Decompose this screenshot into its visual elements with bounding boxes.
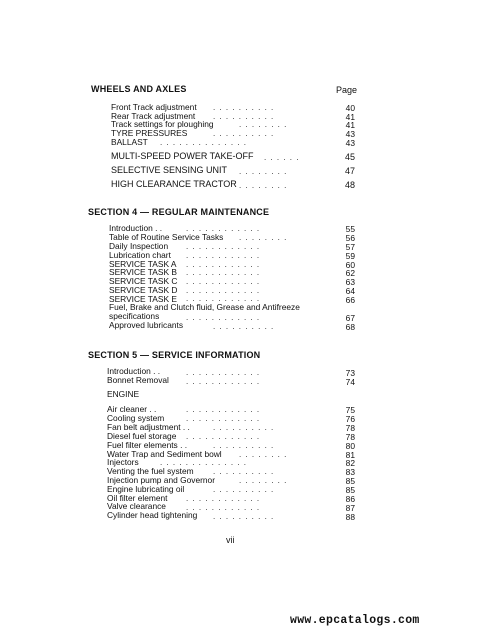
- toc-entry-title: Diesel fuel storage: [107, 431, 177, 441]
- watermark-url: www.epcatalogs.com: [290, 614, 420, 627]
- toc-entry-page: 73: [345, 368, 355, 378]
- toc-entry-page: 83: [345, 467, 355, 477]
- toc-entry-page: 81: [345, 450, 355, 460]
- toc-entry-page: 63: [345, 277, 355, 287]
- toc-leader-dots: . . . . . . . . . . . . . .: [160, 138, 248, 147]
- toc-entry-title: HIGH CLEARANCE TRACTOR: [111, 179, 237, 189]
- toc-entry-page: 41: [345, 120, 355, 130]
- toc-entry-page: 66: [345, 295, 355, 305]
- toc-leader-dots: . . . . . . . . . . . .: [186, 242, 261, 251]
- toc-leader-dots: . . . . . . . . . . . .: [186, 294, 261, 303]
- toc-entry-page: 47: [344, 166, 355, 176]
- toc-entry-page: 45: [344, 152, 355, 162]
- toc-entry-title: Rear Track adjustment: [111, 111, 196, 121]
- toc-leader-dots: . . . . . . . .: [239, 450, 288, 459]
- toc-entry-title: Track settings for ploughing: [111, 119, 214, 129]
- toc-entry-title: Fuel filter elements . .: [107, 440, 188, 450]
- toc-leader-dots: . . . . . . . .: [239, 181, 288, 190]
- section-heading-service-information: SECTION 5 — SERVICE INFORMATION: [88, 350, 261, 360]
- toc-entry-title: Valve clearance: [107, 501, 166, 511]
- section-heading-wheels-axles: WHEELS AND AXLES: [91, 84, 187, 94]
- toc-leader-dots: . . . . . . . . . . . .: [186, 494, 261, 503]
- toc-entry-page: 85: [345, 485, 355, 495]
- toc-entry-page: 60: [345, 260, 355, 270]
- toc-leader-dots: . . . . . . . . . . . .: [186, 377, 261, 386]
- toc-entry-title: Front Track adjustment: [111, 102, 197, 112]
- toc-entry-page: 64: [345, 286, 355, 296]
- toc-leader-dots: . . . . . . . . . .: [213, 512, 275, 521]
- toc-entry-title: SERVICE TASK E: [109, 294, 177, 304]
- toc-entry-page: 76: [345, 414, 355, 424]
- toc-entry-page: 43: [345, 129, 355, 139]
- toc-leader-dots: . . . . . . . . . .: [213, 103, 275, 112]
- toc-leader-dots: . . . . . . . . . .: [213, 112, 275, 121]
- toc-entry-page: 78: [345, 423, 355, 433]
- toc-leader-dots: . . . . . . . . . . . .: [186, 368, 261, 377]
- toc-entry-title: Injection pump and Governor: [107, 475, 216, 485]
- toc-leader-dots: . . . . . . . . . . . .: [186, 414, 261, 423]
- toc-entry-title: Introduction . .: [107, 366, 161, 376]
- section-heading-regular-maintenance: SECTION 4 — REGULAR MAINTENANCE: [88, 207, 270, 217]
- toc-entry-page: 62: [345, 268, 355, 278]
- toc-entry-title: Air cleaner . .: [107, 404, 157, 414]
- toc-entry-page: 67: [345, 313, 355, 323]
- page-column-label: Page: [336, 85, 358, 95]
- toc-entry-title: Fuel, Brake and Clutch fluid, Grease and Antifreeze: [109, 302, 300, 312]
- toc-entry-page: 40: [345, 103, 355, 113]
- toc-entry-title: specifications: [109, 311, 160, 321]
- toc-leader-dots: . . . . . . . .: [239, 167, 288, 176]
- toc-leader-dots: . . . . . . . . . .: [213, 423, 275, 432]
- toc-entry-title: Introduction . .: [109, 223, 163, 233]
- toc-leader-dots: . . . . . . . . . . . .: [186, 286, 261, 295]
- toc-entry-page: 57: [345, 242, 355, 252]
- toc-entry-title: SELECTIVE SENSING UNIT: [111, 165, 228, 175]
- toc-leader-dots: . . . . . . . . . .: [213, 441, 275, 450]
- toc-entry-page: 80: [345, 441, 355, 451]
- toc-entry-page: 68: [345, 322, 355, 332]
- toc-entry-page: 85: [345, 476, 355, 486]
- toc-entry-page: 88: [345, 512, 355, 522]
- toc-leader-dots: . . . . . . . . . . . .: [186, 313, 261, 322]
- toc-leader-dots: . . . . . . . .: [239, 476, 288, 485]
- toc-entry-title: TYRE PRESSURES: [111, 128, 188, 138]
- toc-leader-dots: . . . . . . . . . . . .: [186, 268, 261, 277]
- toc-entry-page: 56: [345, 233, 355, 243]
- toc-entry-page: 82: [345, 458, 355, 468]
- toc-leader-dots: . . . . . . . . . . . .: [186, 503, 261, 512]
- toc-entry-title: Fan belt adjustment . .: [107, 422, 190, 432]
- toc-leader-dots: . . . . . . . . . .: [213, 485, 275, 494]
- toc-entry-title: Oil filter element: [107, 493, 168, 503]
- toc-leader-dots: . . . . . .: [264, 153, 300, 162]
- toc-leader-dots: . . . . . . . . . . . .: [186, 260, 261, 269]
- toc-entry-title: SERVICE TASK B: [109, 267, 177, 277]
- toc-entry-title: Daily Inspection: [109, 241, 169, 251]
- toc-leader-dots: . . . . . . . . . . . .: [186, 251, 261, 260]
- toc-entry-title: SERVICE TASK D: [109, 285, 178, 295]
- toc-entry-page: 86: [345, 494, 355, 504]
- toc-entry-page: 55: [345, 224, 355, 234]
- toc-leader-dots: . . . . . . . . . .: [213, 467, 275, 476]
- toc-entry-title: Injectors: [107, 457, 139, 467]
- toc-leader-dots: . . . . . . . .: [239, 120, 288, 129]
- toc-entry-title: Cooling system: [107, 413, 165, 423]
- toc-entry-title: Approved lubricants: [109, 320, 184, 330]
- toc-entry-page: 48: [344, 180, 355, 190]
- toc-entry-page: 59: [345, 251, 355, 261]
- toc-entry-title: MULTI-SPEED POWER TAKE-OFF: [111, 151, 254, 161]
- toc-entry-title: BALLAST: [111, 137, 148, 147]
- footer-page-number: vii: [226, 535, 235, 545]
- toc-entry-title: SERVICE TASK C: [109, 276, 178, 286]
- toc-leader-dots: . . . . . . . . . . . .: [186, 405, 261, 414]
- toc-entry-title: SERVICE TASK A: [109, 259, 177, 269]
- toc-leader-dots: . . . . . . . . . . . . . .: [160, 458, 248, 467]
- subsection-heading-engine: ENGINE: [107, 389, 140, 399]
- toc-leader-dots: . . . . . . . . . . . .: [186, 432, 261, 441]
- toc-entry-page: 78: [345, 432, 355, 442]
- toc-entry-page: 41: [345, 112, 355, 122]
- toc-leader-dots: . . . . . . . . . .: [213, 322, 275, 331]
- toc-leader-dots: . . . . . . . .: [239, 233, 288, 242]
- toc-entry-title: Water Trap and Sediment bowl: [107, 449, 222, 459]
- toc-entry-title: Table of Routine Service Tasks: [109, 232, 224, 242]
- toc-entry-page: 87: [345, 503, 355, 513]
- toc-entry-title: Bonnet Removal: [107, 375, 169, 385]
- toc-leader-dots: . . . . . . . . . . . .: [186, 224, 261, 233]
- toc-entry-title: Venting the fuel system: [107, 466, 194, 476]
- toc-entry-page: 43: [345, 138, 355, 148]
- toc-entry-page: 75: [345, 405, 355, 415]
- toc-leader-dots: . . . . . . . . . . . .: [186, 277, 261, 286]
- toc-entry-title: Cylinder head tightening: [107, 510, 198, 520]
- toc-entry-page: 74: [345, 377, 355, 387]
- toc-leader-dots: . . . . . . . . . .: [213, 129, 275, 138]
- toc-entry-title: Lubrication chart: [109, 250, 171, 260]
- toc-entry-title: Engine lubricating oil: [107, 484, 185, 494]
